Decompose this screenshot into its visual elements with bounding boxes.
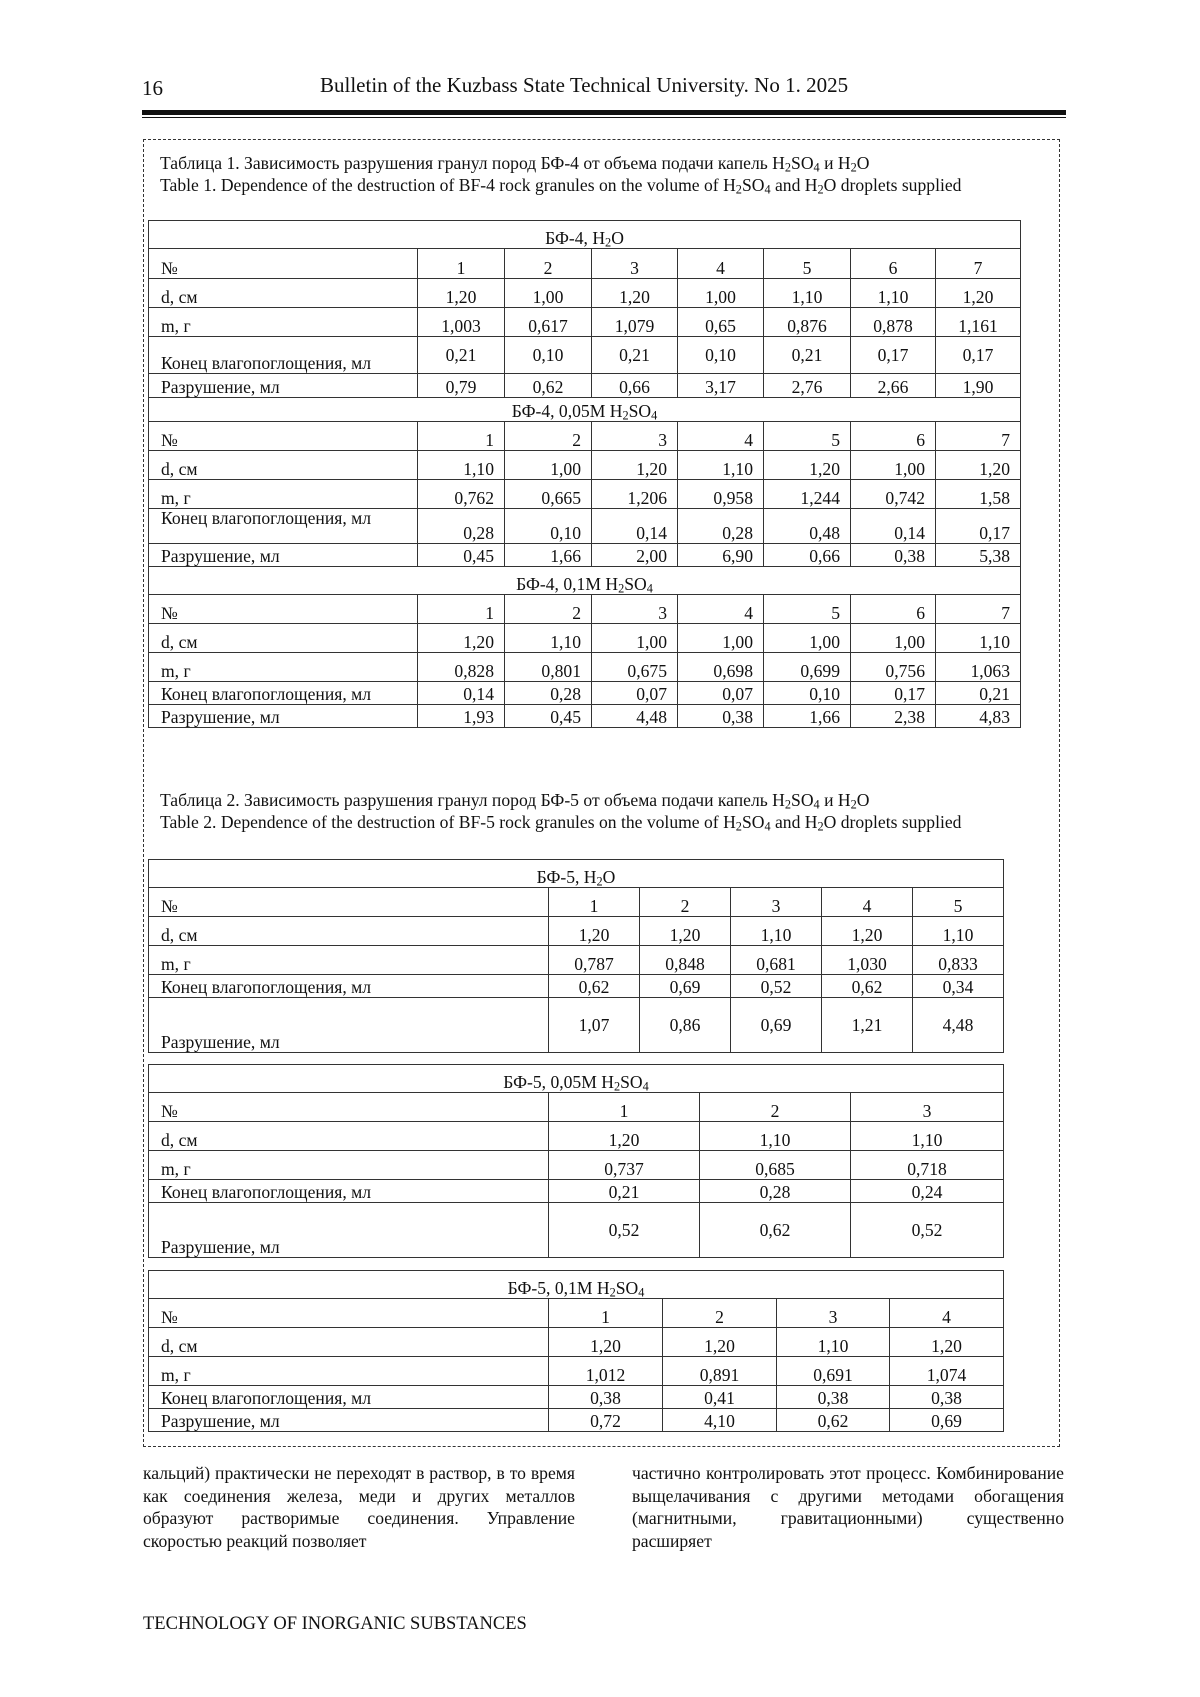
table-cell: 3 xyxy=(777,1299,890,1328)
table2-caption-ru: Таблица 2. Зависимость разрушения гранул пород БФ-5 от объема подачи капель $H_2SO_4$ и $H_2O$ xyxy=(160,790,870,812)
table-cell: 0,21 xyxy=(549,1180,700,1203)
section-title: БФ-4, 0,05M $H_2SO_4$ xyxy=(149,398,1021,422)
table-row xyxy=(149,888,1004,917)
table-cell: 2,76 xyxy=(764,374,851,398)
table-cell: 2 xyxy=(505,249,592,279)
table-cell: 1,20 xyxy=(936,279,1021,308)
table-cell: 1,079 xyxy=(592,308,678,337)
table-row xyxy=(149,705,1021,728)
table-cell: 0,66 xyxy=(592,374,678,398)
table-cell: 0,48 xyxy=(764,509,851,544)
table-cell: 0,17 xyxy=(936,509,1021,544)
table-cell: 3 xyxy=(592,249,678,279)
table-cell: 1,21 xyxy=(822,998,913,1053)
table-cell: 0,38 xyxy=(678,705,764,728)
table-cell: 2 xyxy=(505,595,592,624)
table-cell: 7 xyxy=(936,249,1021,279)
table-cell: 1,20 xyxy=(549,1122,700,1151)
row-label: d, см xyxy=(149,279,418,308)
body-column-right xyxy=(632,1462,1064,1552)
table-cell: 1,00 xyxy=(505,279,592,308)
table-cell: 1,20 xyxy=(663,1328,777,1357)
table-cell: 1,90 xyxy=(936,374,1021,398)
row-label: № xyxy=(149,1093,549,1122)
table-cell: 1,063 xyxy=(936,653,1021,682)
table-cell: 0,665 xyxy=(505,480,592,509)
section-title: БФ-5, 0,1M $H_2SO_4$ xyxy=(149,1271,1004,1299)
table-cell: 6 xyxy=(851,422,936,451)
table-cell: 1,003 xyxy=(418,308,505,337)
table-cell: 0,38 xyxy=(777,1386,890,1409)
table-cell: 0,787 xyxy=(549,946,640,975)
table-row xyxy=(149,422,1021,451)
table-cell: 0,10 xyxy=(678,337,764,374)
table-cell: 1 xyxy=(549,1093,700,1122)
table-cell: 0,699 xyxy=(764,653,851,682)
table-cell: 0,878 xyxy=(851,308,936,337)
row-label: Разрушение, мл xyxy=(149,1409,549,1432)
table-cell: 0,38 xyxy=(549,1386,663,1409)
table-cell: 0,698 xyxy=(678,653,764,682)
table-cell: 1,20 xyxy=(418,279,505,308)
table1-caption-ru: Таблица 1. Зависимость разрушения гранул пород БФ-4 от объема подачи капель $H_2SO_4$ и $H_2O$ xyxy=(160,153,870,175)
table-cell: 4 xyxy=(822,888,913,917)
section-title-row xyxy=(149,221,1021,249)
table-cell: 0,10 xyxy=(505,337,592,374)
table-cell: 0,14 xyxy=(851,509,936,544)
table-cell: 3 xyxy=(592,422,678,451)
table-cell: 1,10 xyxy=(777,1328,890,1357)
table-cell: 0,21 xyxy=(764,337,851,374)
table-cell: 2 xyxy=(700,1093,851,1122)
header-rule-thick xyxy=(142,110,1066,115)
table-cell: 6 xyxy=(851,595,936,624)
table-cell: 4,48 xyxy=(913,998,1004,1053)
table-cell: 1,20 xyxy=(418,624,505,653)
table-cell: 0,38 xyxy=(890,1386,1004,1409)
table-cell: 1,244 xyxy=(764,480,851,509)
table-cell: 1,20 xyxy=(549,1328,663,1357)
table-cell: 0,801 xyxy=(505,653,592,682)
footer-section-title: TECHNOLOGY OF INORGANIC SUBSTANCES xyxy=(143,1614,527,1634)
table-cell: 5 xyxy=(913,888,1004,917)
table-cell: 0,718 xyxy=(851,1151,1004,1180)
row-label: Конец влагопоглощения, мл xyxy=(149,682,418,705)
row-label: m, г xyxy=(149,1357,549,1386)
table-cell: 4 xyxy=(678,249,764,279)
table-cell: 1 xyxy=(418,249,505,279)
body-paragraph-left: кальций) практически не переходят в раствор, в то время как соединения железа, меди и других металлов образуют растворимые соединения. Управление скоростью реакций позволяет xyxy=(143,1463,575,1551)
section-title-row xyxy=(149,1271,1004,1299)
table-cell: 0,21 xyxy=(418,337,505,374)
table1-section xyxy=(149,567,1021,728)
table-cell: 0,828 xyxy=(418,653,505,682)
table-cell: 1,161 xyxy=(936,308,1021,337)
table-cell: 1,20 xyxy=(549,917,640,946)
table-cell: 2 xyxy=(505,422,592,451)
table-cell: 4 xyxy=(678,595,764,624)
body-paragraph-right: частично контролировать этот процесс. Комбинирование выщелачивания с другими методами обогащения (магнитными, гравитационными) существенно расширяет xyxy=(632,1463,1064,1551)
table-cell: 3 xyxy=(731,888,822,917)
table-cell: 0,52 xyxy=(549,1203,700,1258)
table-row xyxy=(149,308,1021,337)
table-cell: 1,012 xyxy=(549,1357,663,1386)
table-cell: 0,69 xyxy=(731,998,822,1053)
table-row xyxy=(149,249,1021,279)
page-number: 16 xyxy=(142,76,163,100)
row-label: № xyxy=(149,595,418,624)
row-label: d, см xyxy=(149,1122,549,1151)
table-cell: 1,10 xyxy=(936,624,1021,653)
table-row xyxy=(149,1203,1004,1258)
table-cell: 1,10 xyxy=(913,917,1004,946)
table-cell: 1,00 xyxy=(592,624,678,653)
table-cell: 0,10 xyxy=(505,509,592,544)
row-label: Разрушение, мл xyxy=(149,374,418,398)
table-cell: 0,38 xyxy=(851,544,936,567)
table-cell: 0,72 xyxy=(549,1409,663,1432)
table-cell: 0,681 xyxy=(731,946,822,975)
table-cell: 0,79 xyxy=(418,374,505,398)
table-cell: 0,52 xyxy=(851,1203,1004,1258)
table-row xyxy=(149,1386,1004,1409)
table-cell: 1,66 xyxy=(764,705,851,728)
table1 xyxy=(148,220,1021,728)
table-cell: 2 xyxy=(640,888,731,917)
row-label: d, см xyxy=(149,624,418,653)
row-label: № xyxy=(149,1299,549,1328)
table1-section xyxy=(149,221,1021,398)
row-label: № xyxy=(149,422,418,451)
table-cell: 1,20 xyxy=(592,279,678,308)
table-cell: 1 xyxy=(549,888,640,917)
table-row xyxy=(149,1151,1004,1180)
header-rule-thin xyxy=(142,117,1066,118)
table-row xyxy=(149,1180,1004,1203)
table-cell: 5 xyxy=(764,422,851,451)
table-cell: 1,10 xyxy=(505,624,592,653)
table-cell: 0,848 xyxy=(640,946,731,975)
table-cell: 1,10 xyxy=(851,1122,1004,1151)
table-row xyxy=(149,595,1021,624)
table-cell: 0,876 xyxy=(764,308,851,337)
table-row xyxy=(149,682,1021,705)
table-cell: 4 xyxy=(678,422,764,451)
table-cell: 0,891 xyxy=(663,1357,777,1386)
table-cell: 1,07 xyxy=(549,998,640,1053)
table-cell: 0,762 xyxy=(418,480,505,509)
table-cell: 1,00 xyxy=(851,624,936,653)
table-cell: 1,10 xyxy=(764,279,851,308)
table-row xyxy=(149,1093,1004,1122)
table-cell: 0,41 xyxy=(663,1386,777,1409)
table-cell: 7 xyxy=(936,422,1021,451)
row-label: d, см xyxy=(149,1328,549,1357)
table-cell: 1,20 xyxy=(764,451,851,480)
table-row xyxy=(149,544,1021,567)
table-cell: 1,10 xyxy=(700,1122,851,1151)
table-cell: 0,66 xyxy=(764,544,851,567)
table-cell: 0,737 xyxy=(549,1151,700,1180)
table2-caption-en: Table 2. Dependence of the destruction of BF-5 rock granules on the volume of $H_2SO_4$ and $H_2O$ droplets supplied xyxy=(160,812,962,834)
table-cell: 0,24 xyxy=(851,1180,1004,1203)
table-cell: 5,38 xyxy=(936,544,1021,567)
table-cell: 0,28 xyxy=(505,682,592,705)
table-cell: 1,00 xyxy=(678,624,764,653)
section-title: БФ-5, $H_2O$ xyxy=(149,860,1004,888)
table-cell: 0,65 xyxy=(678,308,764,337)
table-cell: 1 xyxy=(549,1299,663,1328)
table-cell: 0,756 xyxy=(851,653,936,682)
table-cell: 0,45 xyxy=(418,544,505,567)
table-cell: 0,958 xyxy=(678,480,764,509)
table-row xyxy=(149,1299,1004,1328)
table-cell: 0,62 xyxy=(700,1203,851,1258)
row-label: Разрушение, мл xyxy=(149,544,418,567)
table-cell: 1,20 xyxy=(936,451,1021,480)
table-cell: 0,62 xyxy=(505,374,592,398)
table-cell: 0,675 xyxy=(592,653,678,682)
table-cell: 1 xyxy=(418,595,505,624)
table-cell: 4,48 xyxy=(592,705,678,728)
row-label: № xyxy=(149,888,549,917)
table-row xyxy=(149,998,1004,1053)
table-cell: 0,14 xyxy=(418,682,505,705)
table-row xyxy=(149,624,1021,653)
table-row xyxy=(149,279,1021,308)
table-cell: 0,685 xyxy=(700,1151,851,1180)
running-title: Bulletin of the Kuzbass State Technical University. No 1. 2025 xyxy=(320,73,849,97)
table-cell: 0,62 xyxy=(777,1409,890,1432)
table-cell: 3 xyxy=(592,595,678,624)
table-cell: 0,21 xyxy=(936,682,1021,705)
table-cell: 0,86 xyxy=(640,998,731,1053)
table-row xyxy=(149,946,1004,975)
table1-caption-en: Table 1. Dependence of the destruction of BF-4 rock granules on the volume of $H_2SO_4$ and $H_2O$ droplets supplied xyxy=(160,175,962,197)
section-title: БФ-4, $H_2O$ xyxy=(149,221,1021,249)
table-row xyxy=(149,1328,1004,1357)
table-cell: 0,45 xyxy=(505,705,592,728)
table-cell: 1,93 xyxy=(418,705,505,728)
row-label: d, см xyxy=(149,917,549,946)
row-label: Конец влагопоглощения, мл xyxy=(149,337,418,374)
table-cell: 1,00 xyxy=(764,624,851,653)
table-cell: 0,17 xyxy=(851,337,936,374)
table-cell: 2,66 xyxy=(851,374,936,398)
table-cell: 0,28 xyxy=(418,509,505,544)
table-cell: 0,62 xyxy=(549,975,640,998)
row-label: № xyxy=(149,249,418,279)
table-row xyxy=(149,1357,1004,1386)
table-cell: 1,20 xyxy=(640,917,731,946)
row-label: m, г xyxy=(149,308,418,337)
table-cell: 0,62 xyxy=(822,975,913,998)
row-label: d, см xyxy=(149,451,418,480)
table-cell: 0,28 xyxy=(678,509,764,544)
table-cell: 3 xyxy=(851,1093,1004,1122)
table-row xyxy=(149,337,1021,374)
table-cell: 0,07 xyxy=(592,682,678,705)
table-cell: 4,10 xyxy=(663,1409,777,1432)
row-label: m, г xyxy=(149,1151,549,1180)
table-cell: 1,66 xyxy=(505,544,592,567)
table-cell: 6,90 xyxy=(678,544,764,567)
table-row xyxy=(149,1409,1004,1432)
table-cell: 1,00 xyxy=(678,279,764,308)
table-cell: 1,206 xyxy=(592,480,678,509)
row-label: m, г xyxy=(149,653,418,682)
table2-section xyxy=(148,1064,1004,1258)
section-title: БФ-5, 0,05M $H_2SO_4$ xyxy=(149,1065,1004,1093)
table-row xyxy=(149,653,1021,682)
table-cell: 1,00 xyxy=(505,451,592,480)
table-row xyxy=(149,1122,1004,1151)
table-row xyxy=(149,480,1021,509)
table-cell: 1,030 xyxy=(822,946,913,975)
table-cell: 0,14 xyxy=(592,509,678,544)
section-title: БФ-4, 0,1M $H_2SO_4$ xyxy=(149,567,1021,595)
row-label: Разрушение, мл xyxy=(149,1203,549,1258)
section-title-row xyxy=(149,860,1004,888)
row-label: Разрушение, мл xyxy=(149,705,418,728)
table1-section xyxy=(149,398,1021,567)
table-cell: 0,21 xyxy=(592,337,678,374)
table-cell: 1,10 xyxy=(418,451,505,480)
table-cell: 5 xyxy=(764,249,851,279)
row-label: Разрушение, мл xyxy=(149,998,549,1053)
table-cell: 2,38 xyxy=(851,705,936,728)
table-cell: 1,20 xyxy=(890,1328,1004,1357)
table-cell: 1,10 xyxy=(731,917,822,946)
table-cell: 1 xyxy=(418,422,505,451)
table-cell: 0,07 xyxy=(678,682,764,705)
table-cell: 1,58 xyxy=(936,480,1021,509)
table-cell: 0,10 xyxy=(764,682,851,705)
table-cell: 2,00 xyxy=(592,544,678,567)
table-cell: 0,69 xyxy=(890,1409,1004,1432)
table-cell: 6 xyxy=(851,249,936,279)
table-row xyxy=(149,451,1021,480)
table-cell: 1,20 xyxy=(822,917,913,946)
table-cell: 0,17 xyxy=(851,682,936,705)
section-title-row xyxy=(149,567,1021,595)
table-row xyxy=(149,509,1021,544)
table-cell: 0,742 xyxy=(851,480,936,509)
table-cell: 0,34 xyxy=(913,975,1004,998)
table-cell: 1,20 xyxy=(592,451,678,480)
table-row xyxy=(149,917,1004,946)
section-title-row xyxy=(149,398,1021,422)
table-cell: 1,074 xyxy=(890,1357,1004,1386)
row-label: m, г xyxy=(149,946,549,975)
table-cell: 0,69 xyxy=(640,975,731,998)
table-cell: 0,691 xyxy=(777,1357,890,1386)
table2-caption xyxy=(160,789,1040,833)
row-label: m, г xyxy=(149,480,418,509)
table2-section xyxy=(148,1270,1004,1432)
table-cell: 0,617 xyxy=(505,308,592,337)
table-cell: 5 xyxy=(764,595,851,624)
body-column-left xyxy=(143,1462,575,1552)
table-cell: 1,00 xyxy=(851,451,936,480)
table-row xyxy=(149,374,1021,398)
section-title-row xyxy=(149,1065,1004,1093)
table2-section xyxy=(148,859,1004,1053)
table-cell: 2 xyxy=(663,1299,777,1328)
table-cell: 4,83 xyxy=(936,705,1021,728)
table-cell: 4 xyxy=(890,1299,1004,1328)
table-cell: 0,17 xyxy=(936,337,1021,374)
table1-caption xyxy=(160,152,1040,196)
table-cell: 0,52 xyxy=(731,975,822,998)
table-cell: 1,10 xyxy=(851,279,936,308)
table-cell: 0,833 xyxy=(913,946,1004,975)
table-cell: 0,28 xyxy=(700,1180,851,1203)
table-cell: 7 xyxy=(936,595,1021,624)
table-cell: 3,17 xyxy=(678,374,764,398)
row-label: Конец влагопоглощения, мл xyxy=(149,1386,549,1409)
row-label: Конец влагопоглощения, мл xyxy=(149,1180,549,1203)
row-label: Конец влагопоглощения, мл xyxy=(149,509,418,544)
row-label: Конец влагопоглощения, мл xyxy=(149,975,549,998)
table-row xyxy=(149,975,1004,998)
table-cell: 1,10 xyxy=(678,451,764,480)
